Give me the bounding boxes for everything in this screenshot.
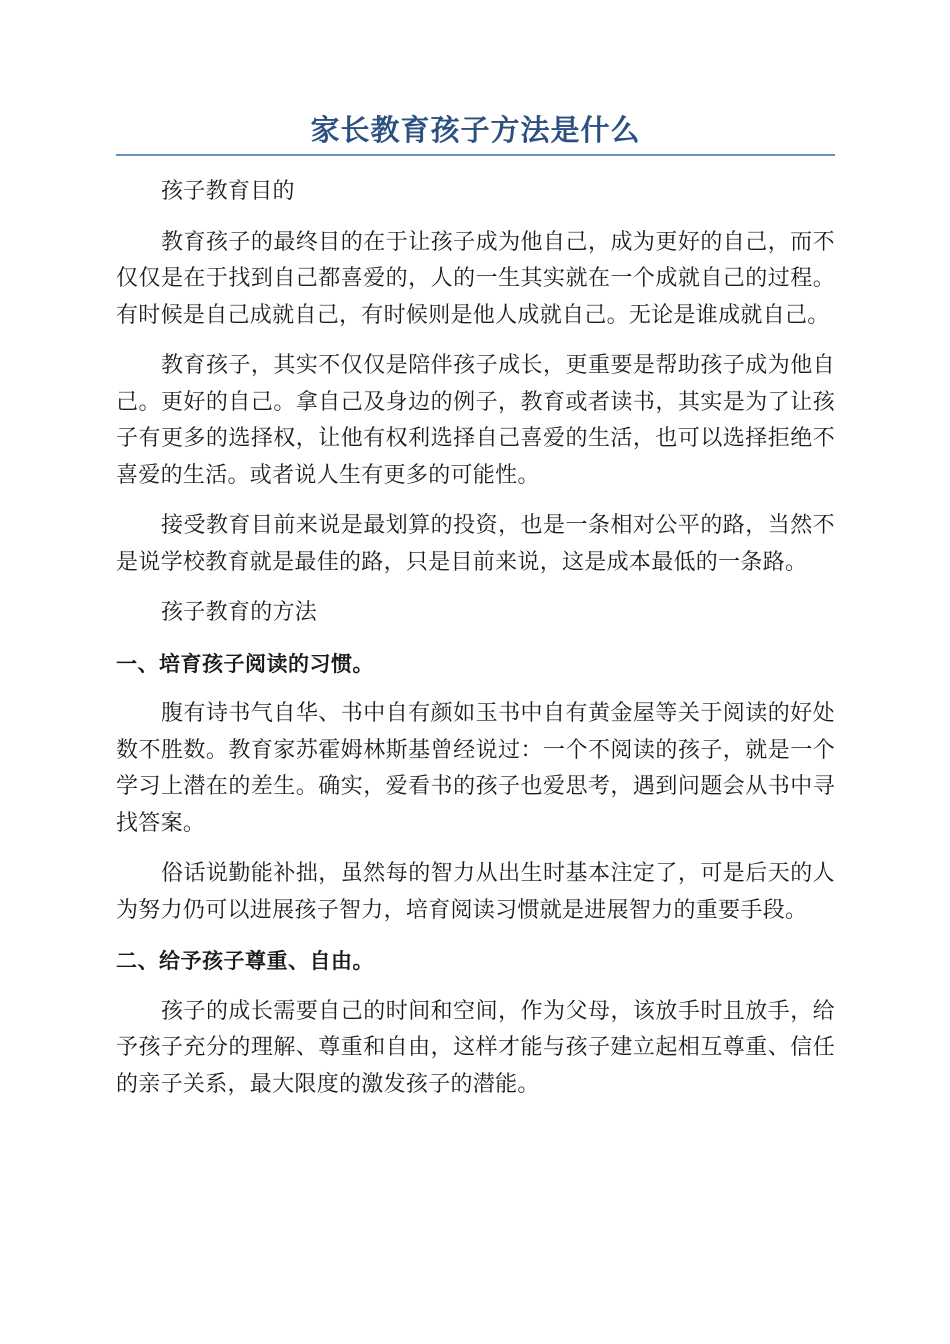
document-page bbox=[116, 110, 835, 1103]
heading-method-1: 一、培育孩子阅读的习惯。 bbox=[116, 651, 374, 676]
paragraph-purpose-3: 接受教育目前来说是最划算的投资，也是一条相对公平的路，当然不是说学校教育就是最佳的路，只是目前来说，这是成本最低的一条路。 bbox=[116, 513, 835, 575]
paragraph-section-label-methods: 孩子教育的方法 bbox=[161, 600, 318, 625]
paragraph-method-1b: 俗话说勤能补拙，虽然每的智力从出生时基本注定了，可是后天的人为努力仍可以进展孩子智力，培育阅读习惯就是进展智力的重要手段。 bbox=[116, 861, 835, 923]
paragraph-purpose-2: 教育孩子，其实不仅仅是陪伴孩子成长，更重要是帮助孩子成为他自己。更好的自己。拿自己及身边的例子，教育或者读书，其实是为了让孩子有更多的选择权，让他有权利选择自己喜爱的生活，也可以选择拒绝不喜爱的生活。或者说人生有更多的可能性。 bbox=[116, 353, 835, 488]
paragraph-section-label-purpose: 孩子教育目的 bbox=[161, 179, 295, 204]
paragraph-method-1a: 腹有诗书气自华、书中自有颜如玉书中自有黄金屋等关于阅读的好处数不胜数。教育家苏霍姆林斯基曾经说过：一个不阅读的孩子，就是一个学习上潜在的差生。确实，爱看书的孩子也爱思考，遇到问题会从书中寻找答案。 bbox=[116, 701, 835, 836]
paragraph-method-2a: 孩子的成长需要自己的时间和空间，作为父母，该放手时且放手，给予孩子充分的理解、尊重和自由，这样才能与孩子建立起相互尊重、信任的亲子关系，最大限度的激发孩子的潜能。 bbox=[116, 998, 835, 1097]
paragraph-purpose-1: 教育孩子的最终目的在于让孩子成为他自己，成为更好的自己，而不仅仅是在于找到自己都喜爱的，人的一生其实就在一个成就自己的过程。有时候是自己成就自己，有时候则是他人成就自己。无论是谁成就自己。 bbox=[116, 229, 835, 328]
heading-method-2: 二、给予孩子尊重、自由。 bbox=[116, 949, 374, 973]
document-title: 家长教育孩子方法是什么 bbox=[116, 110, 835, 156]
